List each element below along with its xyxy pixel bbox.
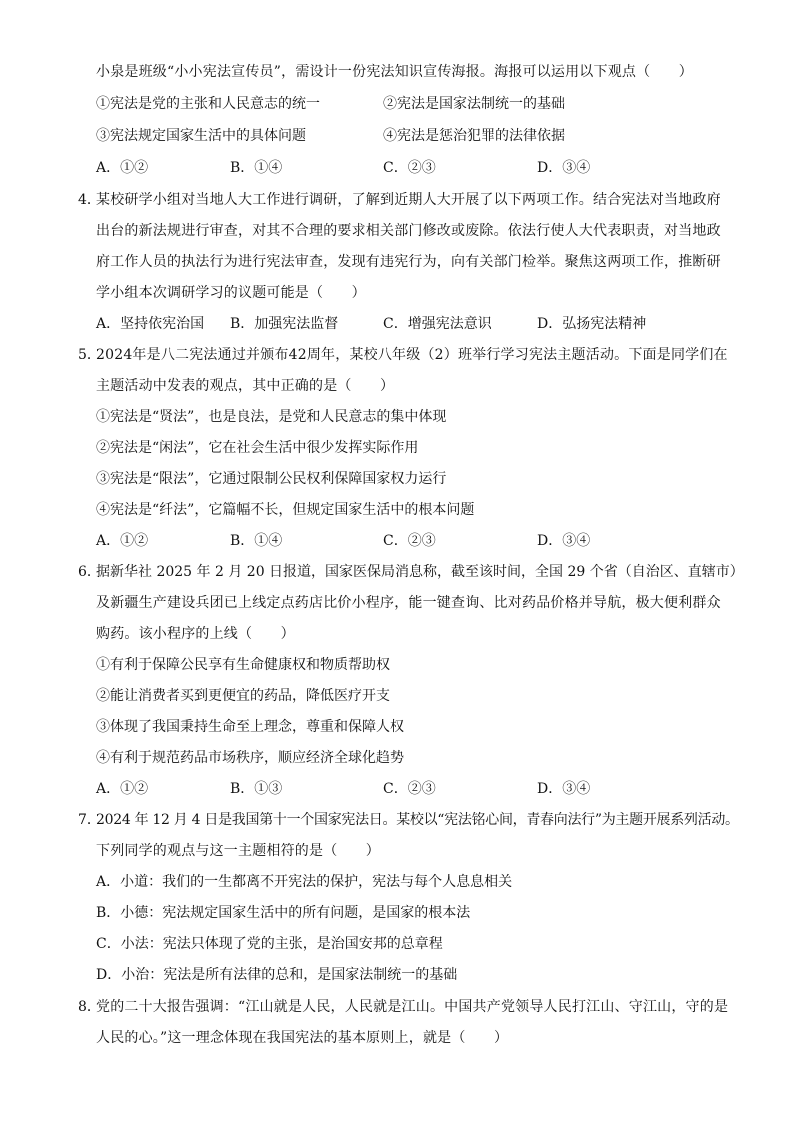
q4-stem-line-2: 出台的新法规进行审查，对其不合理的要求相关部门修改或废除。依法行使人大代表职责，对当地政 [96,223,721,239]
q3-statement-4: ④宪法是惩治犯罪的法律依据 [383,128,565,144]
q6-statement-3: ③体现了我国秉持生命至上理念，尊重和保障人权 [96,719,404,735]
q6-number: 6． [78,564,101,580]
q6-statement-4: ④有利于规范药品市场秩序，顺应经济全球化趋势 [96,750,404,766]
q6-statement-1: ①有利于保障公民享有生命健康权和物质帮助权 [96,657,390,673]
q7-stem-line-1: 2024 年 12 月 4 日是我国第十一个国家宪法日。某校以“宪法铭心间，青春向法行”为主题开展系列活动。 [96,812,739,828]
q8-stem-line-2: 人民的心。”这一理念体现在我国宪法的基本原则上，就是（ ） [96,1030,509,1046]
q3-stem-line-1: 小泉是班级“小小宪法宣传员”，需设计一份宪法知识宣传海报。海报可以运用以下观点（ ） [96,64,693,80]
q7-choice-a: A．小道：我们的一生都离不开宪法的保护，宪法与每个人息息相关 [96,874,513,890]
q5-statement-2: ②宪法是“闲法”，它在社会生活中很少发挥实际作用 [96,440,419,456]
q8-number: 8． [78,999,101,1015]
q5-option-a: A．①② [96,533,149,549]
q4-stem-line-3: 府工作人员的执法行为进行宪法审查，发现有违宪行为，向有关部门检举。聚焦这两项工作，推断研 [96,254,721,270]
q5-statement-4: ④宪法是“纤法”，它篇幅不长，但规定国家生活中的根本问题 [96,502,475,518]
q3-option-b: B．①④ [230,160,283,176]
q8-stem-line-1: 党的二十大报告强调：“江山就是人民，人民就是江山。中国共产党领导人民打江山、守江山，守的是 [96,999,729,1015]
q3-option-a: A．①② [96,160,149,176]
q7-choice-c: C．小法：宪法只体现了党的主张，是治国安邦的总章程 [96,936,443,952]
q7-choice-d: D．小治：宪法是所有法律的总和，是国家法制统一的基础 [96,967,458,983]
q3-statement-3: ③宪法规定国家生活中的具体问题 [96,128,306,144]
q4-option-c: C．增强宪法意识 [383,316,492,332]
q7-number: 7． [78,812,101,828]
q7-choice-b: B．小德：宪法规定国家生活中的所有问题，是国家的根本法 [96,905,471,921]
q6-option-a: A．①② [96,781,149,797]
q6-stem-line-1: 据新华社 2025 年 2 月 20 日报道，国家医保局消息称，截至该时间，全国 29 个省（自治区、直辖市） [96,564,744,580]
q5-stem-line-1: 2024年是八二宪法通过并颁布42周年，某校八年级（2）班举行学习宪法主题活动。下面是同学们在 [96,347,728,363]
q4-number: 4． [78,192,101,208]
q6-option-d: D．③④ [537,781,591,797]
q3-option-d: D．③④ [537,160,591,176]
q5-option-d: D．③④ [537,533,591,549]
q3-statement-2: ②宪法是国家法制统一的基础 [383,96,565,112]
q5-statement-3: ③宪法是“限法”，它通过限制公民权利保障国家权力运行 [96,471,447,487]
q4-stem-line-1: 某校研学小组对当地人大工作进行调研，了解到近期人大开展了以下两项工作。结合宪法对当地政府 [96,192,721,208]
q6-stem-line-2: 及新疆生产建设兵团已上线定点药店比价小程序，能一键查询、比对药品价格并导航，极大便利群众 [96,595,721,611]
q4-option-a: A．坚持依宪治国 [96,316,205,332]
q3-option-c: C．②③ [383,160,436,176]
q3-statement-1: ①宪法是党的主张和人民意志的统一 [96,96,320,112]
q5-option-b: B．①④ [230,533,283,549]
q4-option-d: D．弘扬宪法精神 [537,316,647,332]
q5-stem-line-2: 主题活动中发表的观点，其中正确的是（ ） [96,378,395,394]
q6-stem-line-3: 购药。该小程序的上线（ ） [96,626,295,642]
q4-stem-line-4: 学小组本次调研学习的议题可能是（ ） [96,285,366,301]
q6-option-c: C．②③ [383,781,436,797]
q5-statement-1: ①宪法是“贤法”，也是良法，是党和人民意志的集中体现 [96,409,447,425]
q7-stem-line-2: 下列同学的观点与这一主题相符的是（ ） [96,843,380,859]
q4-option-b: B．加强宪法监督 [230,316,339,332]
q5-option-c: C．②③ [383,533,436,549]
q6-option-b: B．①③ [230,781,283,797]
q5-number: 5． [78,347,101,363]
q6-statement-2: ②能让消费者买到更便宜的药品，降低医疗开支 [96,688,390,704]
